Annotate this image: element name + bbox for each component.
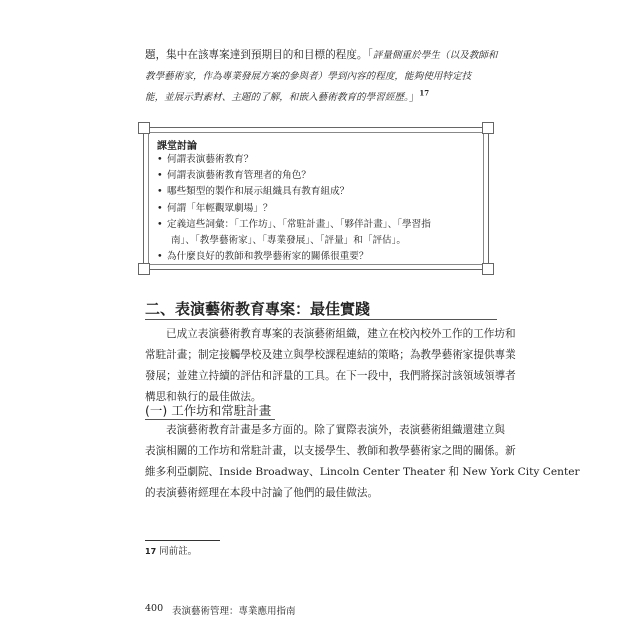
subsection-paragraph bbox=[145, 420, 580, 504]
intro-line-2: 教學藝術家，作為專業發展方案的參與者）學到內容的程度，能夠使用特定技 bbox=[145, 71, 472, 82]
subsection-heading: (一) 工作坊和常駐計畫 bbox=[145, 403, 272, 418]
footnote-number: 17 bbox=[145, 547, 157, 556]
bullet-icon: • bbox=[157, 251, 163, 263]
footnote-rule bbox=[145, 540, 220, 541]
discussion-question: • 為什麼良好的教師和教學藝術家的關係很重要？ bbox=[157, 249, 479, 265]
page-number: 400 bbox=[145, 603, 164, 614]
section-heading-rule bbox=[145, 319, 497, 320]
discussion-question-list bbox=[157, 152, 479, 265]
intro-line-3: 能，並展示對素材、主題的了解，和嵌入藝術教育的學習經歷。」$^{17}$ bbox=[145, 88, 430, 103]
section-heading: 二、表演藝術教育專案：最佳實踐 bbox=[145, 300, 371, 318]
section-paragraph bbox=[145, 324, 516, 408]
subsection-line: 維多利亞劇院、Inside Broadway、Lincoln Center Theater 和 New York City Center bbox=[145, 466, 580, 478]
discussion-question: • 何謂表演藝術教育？ bbox=[157, 152, 479, 168]
footnote-reference: 17 bbox=[419, 88, 430, 98]
bullet-icon: • bbox=[157, 186, 163, 198]
subsection-line: 表演相關的工作坊和常駐計畫，以支援學生、教師和教學藝術家之間的關係。新 bbox=[145, 445, 516, 457]
discussion-title: 課堂討論 bbox=[157, 141, 197, 152]
discussion-question: • 定義這些詞彙：「工作坊」、「常駐計畫」、「夥伴計畫」、「學習指 bbox=[157, 217, 479, 233]
subsection-line: 表演藝術教育計畫是多方面的。除了實際表演外，表演藝術組織還建立與 bbox=[166, 424, 505, 436]
discussion-question: • 何謂「年輕觀眾劇場」？ bbox=[157, 201, 479, 217]
box-corner-ornament bbox=[138, 263, 150, 275]
bullet-icon: • bbox=[157, 170, 163, 182]
section-line: 已成立表演藝術教育專案的表演藝術組織，建立在校內校外工作的工作坊和 bbox=[166, 328, 516, 340]
bullet-icon: • bbox=[157, 202, 163, 214]
intro-line-1: 題，集中在該專案達到預期目的和目標的程度。「評量側重於學生（以及教師和 bbox=[145, 49, 498, 61]
footnote-text: 同前註。 bbox=[159, 546, 198, 557]
class-discussion-box bbox=[143, 127, 489, 270]
footnote bbox=[145, 543, 197, 557]
discussion-question-continued: 南」、「教學藝術家」、「專業發展」、「評量」和「評估」。 bbox=[171, 235, 407, 247]
bullet-icon: • bbox=[157, 218, 163, 230]
box-corner-ornament bbox=[482, 263, 494, 275]
running-title: 表演藝術管理：專業應用指南 bbox=[172, 606, 296, 617]
section-line: 構思和執行的最佳做法。 bbox=[145, 391, 262, 403]
subsection-line: 的表演藝術經理在本段中討論了他們的最佳做法。 bbox=[145, 487, 379, 499]
section-line: 發展；並建立持續的評估和評量的工具。在下一段中，我們將探討該領域領導者 bbox=[145, 370, 516, 382]
intro-quote-start: 評量側重於學生（以及教師和 bbox=[372, 50, 498, 61]
intro-paragraph bbox=[145, 45, 498, 108]
box-corner-ornament bbox=[482, 122, 494, 134]
discussion-question: • 哪些類型的製作和展示組織具有教育組成？ bbox=[157, 184, 479, 200]
box-corner-ornament bbox=[138, 122, 150, 134]
section-line: 常駐計畫；制定接觸學校及建立與學校課程連結的策略；為教學藝術家提供專業 bbox=[145, 349, 516, 361]
discussion-question: • 何謂表演藝術教育管理者的角色？ bbox=[157, 168, 479, 184]
bullet-icon: • bbox=[157, 154, 163, 165]
